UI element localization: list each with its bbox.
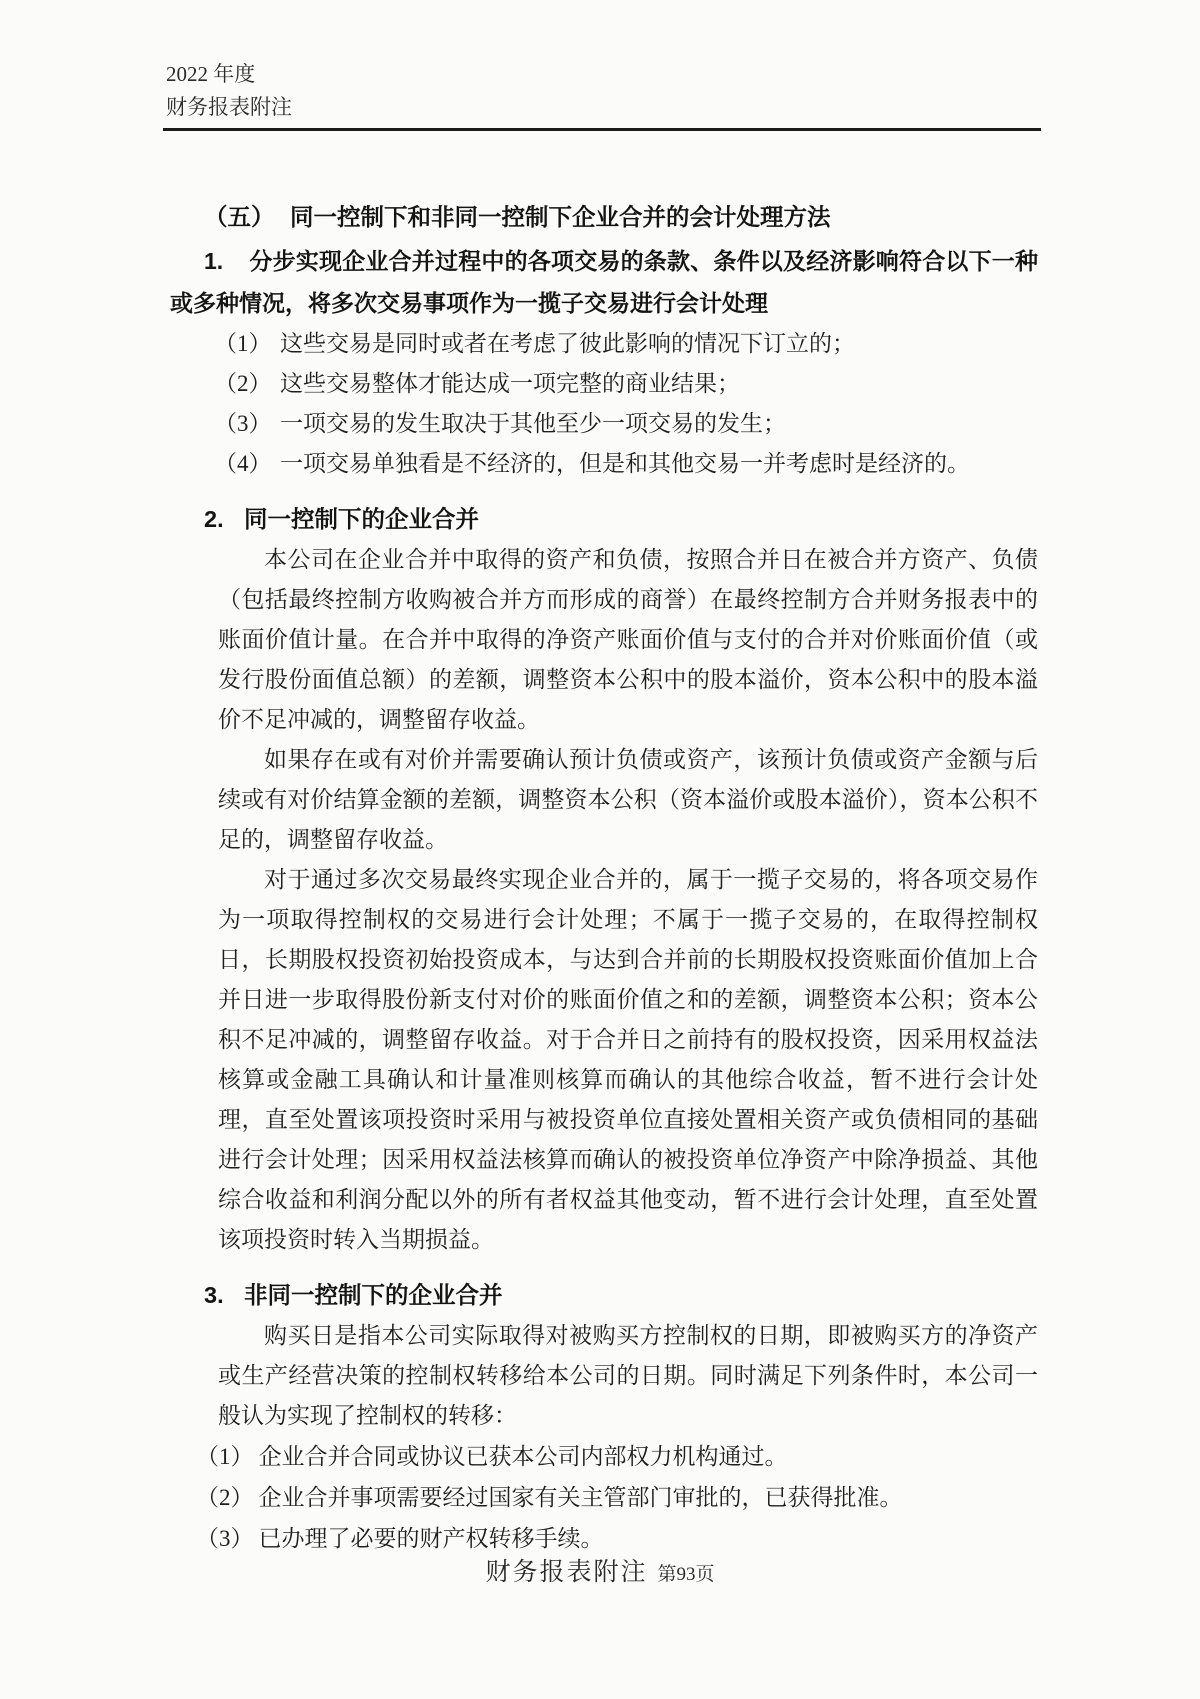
document-body [170,196,1038,1559]
list-item [214,444,1038,484]
list-item [196,1477,1038,1518]
list-item-text: 一项交易单独看是不经济的，但是和其他交易一并考虑时是经济的。 [280,451,970,476]
list-item-number: （1） [214,331,272,356]
header-divider [163,128,1041,131]
section-5-heading [204,196,1038,238]
list-item-number: （4） [214,451,272,476]
header-doc-title: 财务报表附注 [166,95,292,119]
list-item [214,364,1038,404]
section-5-label: （五） [204,204,275,230]
list-item-text: 已办理了必要的财产权转移手续。 [258,1526,604,1551]
subsection-3-heading [204,1274,1038,1316]
subsection-1-text: 分步实现企业合并过程中的各项交易的条款、条件以及经济影响符合以下一种或多种情况，将多次交易事项作为一揽子交易进行会计处理 [170,248,1038,316]
page-footer [0,1552,1200,1588]
paragraph: 如果存在或有对价并需要确认预计负债或资产，该预计负债或资产金额与后续或有对价结算金额的差额，调整资本公积（资本溢价或股本溢价），资本公积不足的，调整留存收益。 [218,747,1038,852]
list-item-number: （2） [214,371,272,396]
list-item-text: 这些交易是同时或者在考虑了彼此影响的情况下订立的； [280,331,855,356]
list-item-number: （2） [196,1485,254,1510]
list-item [214,324,1038,364]
subsection-3-title: 非同一控制下的企业合并 [244,1282,503,1308]
subsection-2-number: 2. [204,506,224,532]
section-5-title: 同一控制下和非同一控制下企业合并的会计处理方法 [290,204,831,230]
list-item-number: （3） [214,411,272,436]
list-item-number: （3） [196,1526,254,1551]
page-header [166,58,292,124]
subsection-2-heading [204,498,1038,540]
condition-list-3 [170,1436,1038,1559]
list-item-text: 一项交易的发生取决于其他至少一项交易的发生； [280,411,786,436]
list-item-text: 企业合并事项需要经过国家有关主管部门审批的，已获得批准。 [258,1485,903,1510]
subsection-1-heading [170,240,1038,324]
header-year: 2022 年度 [166,62,256,86]
subsection-1-number: 1. [204,248,224,274]
list-item-text: 这些交易整体才能达成一项完整的商业结果； [280,371,740,396]
paragraph: 对于通过多次交易最终实现企业合并的，属于一揽子交易的，将各项交易作为一项取得控制权的交易进行会计处理；不属于一揽子交易的，在取得控制权日，长期股权投资初始投资成本，与达到合并前的长期股权投资账面价值加上合并日进一步取得股份新支付对价的账面价值之和的差额，调整资本公积；资本公积不足冲减的，调整留存收益。对于合并日之前持有的股权投资，因采用权益法核算或金融工具确认和计量准则核算而确认的其他综合收益，暂不进行会计处理，直至处置该项投资时采用与被投资单位直接处置相关资产或负债相同的基础进行会计处理；因采用权益法核算而确认的被投资单位净资产中除净损益、其他综合收益和利润分配以外的所有者权益其他变动，暂不进行会计处理，直至处置该项投资时转入当期损益。 [218,867,1038,1252]
footer-page-number: 第93页 [657,1564,715,1585]
list-item-text: 企业合并合同或协议已获本公司内部权力机构通过。 [258,1444,788,1469]
subsection-3-number: 3. [204,1282,224,1308]
list-item-number: （1） [196,1444,254,1469]
list-item [214,404,1038,444]
footer-doc-title: 财务报表附注 [485,1559,648,1586]
paragraph: 本公司在企业合并中取得的资产和负债，按照合并日在被合并方资产、负债（包括最终控制方收购被合并方而形成的商誉）在最终控制方合并财务报表中的账面价值计量。在合并中取得的净资产账面价值与支付的合并对价账面价值（或发行股份面值总额）的差额，调整资本公积中的股本溢价，资本公积中的股本溢价不足冲减的，调整留存收益。 [218,547,1038,732]
subsection-2-title: 同一控制下的企业合并 [244,506,479,532]
condition-list-1 [170,324,1038,484]
list-item [196,1436,1038,1477]
paragraph: 购买日是指本公司实际取得对被购买方控制权的日期，即被购买方的净资产或生产经营决策的控制权转移给本公司的日期。同时满足下列条件时，本公司一般认为实现了控制权的转移： [218,1323,1038,1428]
